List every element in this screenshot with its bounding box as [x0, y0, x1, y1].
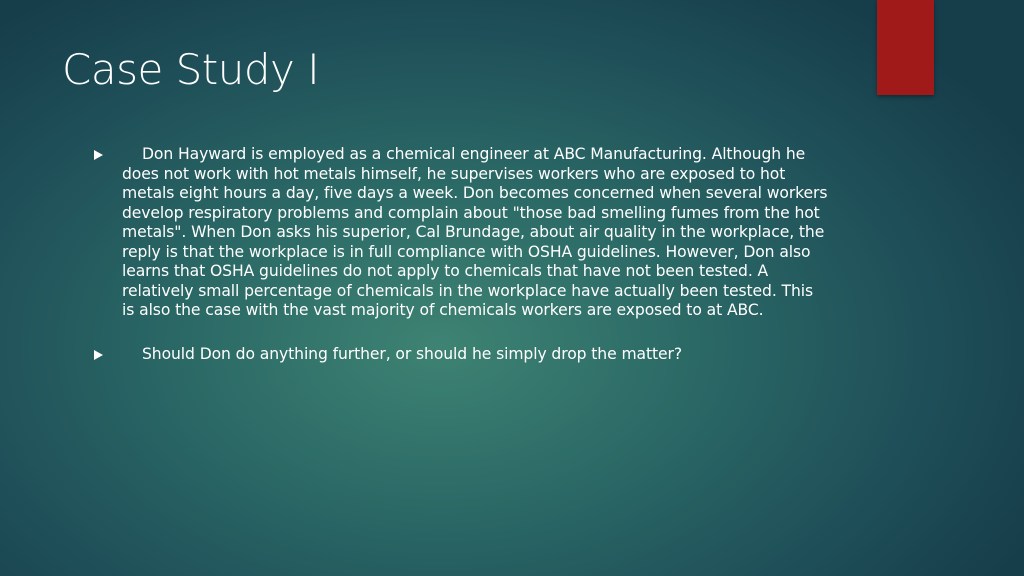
triangle-bullet-icon: [94, 150, 103, 160]
bullet-item-question: [94, 345, 829, 365]
bullet-list: [94, 145, 829, 388]
bullet-text: Don Hayward is employed as a chemical engineer at ABC Manufacturing. Although he does not work with hot metals himself, he supervises workers who are exposed to hot metals eight hours a day, five days a week. Don becomes concerned when several workers develop respiratory problems and complain about "those bad smelling fumes from the hot metals". When Don asks his superior, Cal Brundage, about air quality in the workplace, the reply is that the workplace is in full compliance with OSHA guidelines. However, Don also learns that OSHA guidelines do not apply to chemicals that have not been tested. A relatively small percentage of chemicals in the workplace have actually been tested. This is also the case with the vast majority of chemicals workers are exposed to at ABC.: [122, 145, 828, 319]
bullet-item-case-description: [94, 145, 829, 321]
bullet-text: Should Don do anything further, or should he simply drop the matter?: [142, 344, 683, 363]
triangle-bullet-icon: [94, 350, 103, 360]
accent-tab: [877, 0, 934, 95]
slide-title: Case Study I: [62, 45, 320, 94]
